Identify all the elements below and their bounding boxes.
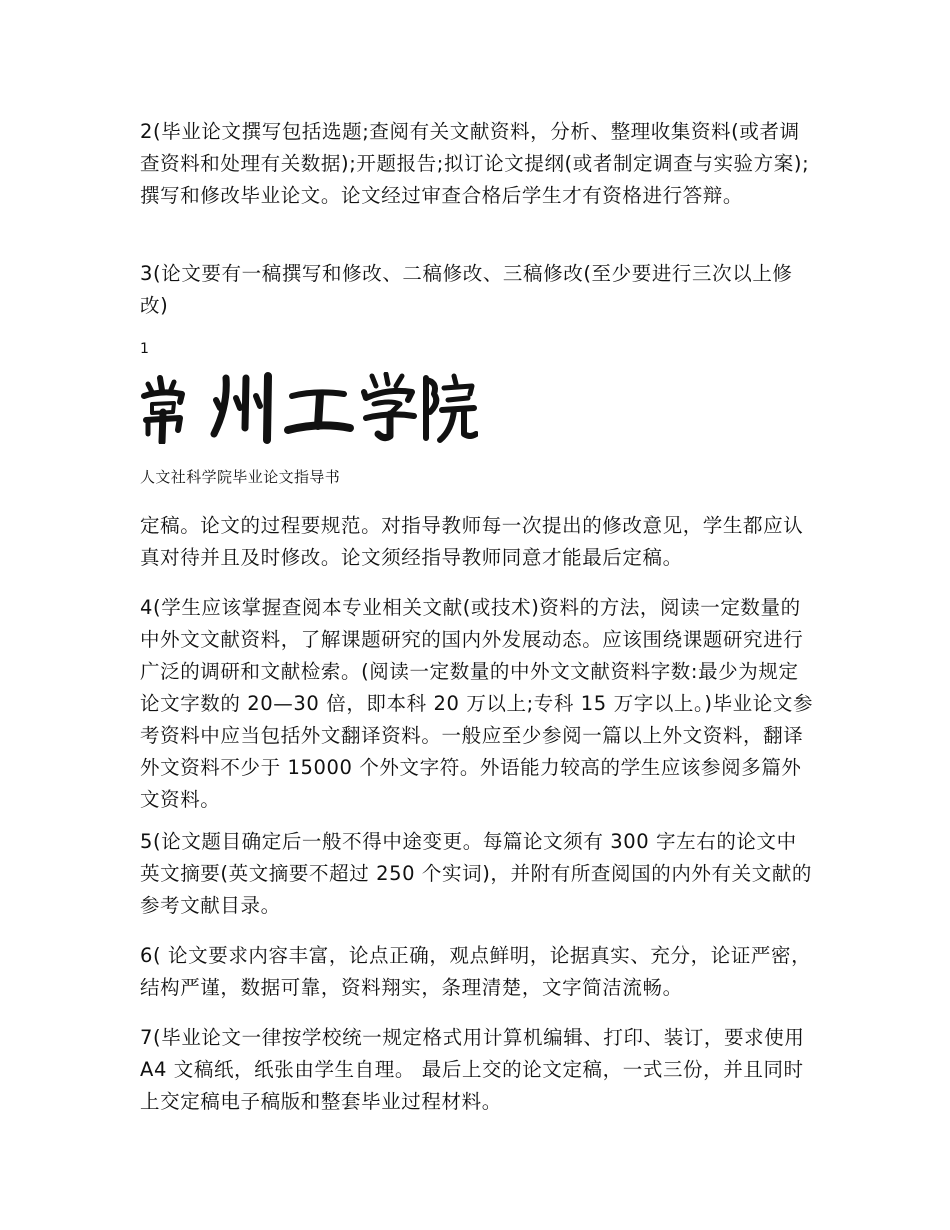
logo-char-xue <box>364 374 414 438</box>
paragraph-item-3: 3(论文要有一稿撰写和修改、二稿修改、三稿修改(至少要进行三次以上修改) <box>140 262 793 317</box>
logo-char-yuan <box>426 376 476 440</box>
document-header: 人文社科学院毕业论文指导书 <box>140 468 341 486</box>
paragraph-item-6: 6( 论文要求内容丰富，论点正确，观点鲜明，论据真实、充分，论证严密，结构严谨，数据可靠，资料翔实，条理清楚，文字简洁流畅。 <box>140 944 812 999</box>
paragraph-continuation: 定稿。论文的过程要规范。对指导教师每一次提出的修改意见，学生都应认真对待并且及时修改。论文须经指导教师同意才能最后定稿。 <box>140 514 804 569</box>
paragraph-item-5: 5(论文题目确定后一般不得中途变更。每篇论文须有 300 字左右的论文中英文摘要(英文摘要不超过 250 个实词)，并附有所查阅国的内外有关文献的参考文献目录。 <box>140 830 813 917</box>
paragraph-item-2: 2(毕业论文撰写包括选题;查阅有关文献资料，分析、整理收集资料(或者调查资料和处理有关数据);开题报告;拟订论文提纲(或者制定调查与实验方案);撰写和修改毕业论文。论文经过审查合格后学生才有资格进行答辩。 <box>140 120 810 207</box>
page-number: 1 <box>140 341 149 357</box>
paragraph-item-4: 4(学生应该掌握查阅本专业相关文献(或技术)资料的方法，阅读一定数量的中外文文献资料，了解课题研究的国内外发展动态。应该围绕课题研究进行广泛的调研和文献检索。(阅读一定数量的中外文文献资料字数:最少为规定论文字数的 20—30 倍，即本科 20 万以上;专科 15 万字以上。)毕业论文参考资料中应当包括外文翻译资料。一般应至少参阅一篇以上外文资料，翻译外文资料不少于 15000 个外文字符。外语能力较高的学生应该参阅多篇外文资料。 <box>140 596 814 811</box>
logo-char-zhou <box>214 376 268 440</box>
school-calligraphy-logo <box>138 372 478 444</box>
logo-char-chang <box>144 378 182 442</box>
logo-char-gong <box>288 392 350 430</box>
paragraph-item-7: 7(毕业论文一律按学校统一规定格式用计算机编辑、打印、装订，要求使用 A4 文稿纸，纸张由学生自理。 最后上交的论文定稿，一式三份，并且同时上交定稿电子稿版和整套毕业过程材料。 <box>140 1026 805 1113</box>
